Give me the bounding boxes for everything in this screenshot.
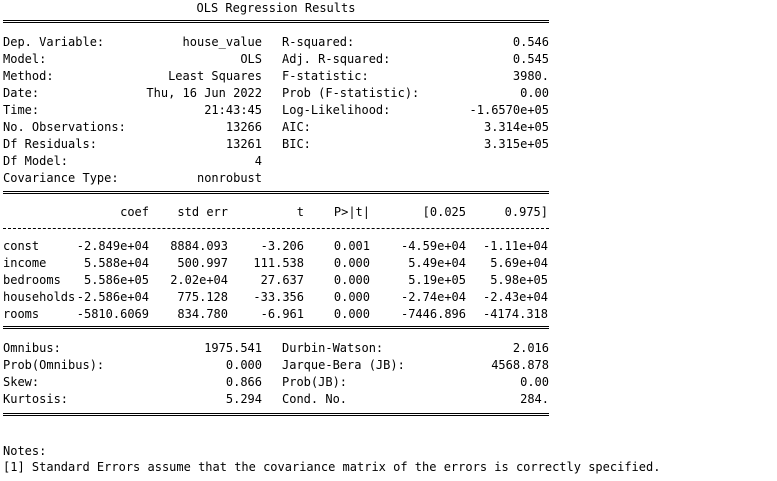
stat-label: BIC:: [282, 137, 311, 151]
cell-std-err: 834.780: [177, 307, 228, 321]
stat-label: Skew:: [3, 375, 40, 389]
cell-std-err: 775.128: [177, 290, 228, 304]
stat-label: No. Observations:: [3, 120, 126, 134]
cell-p: 0.000: [333, 273, 370, 287]
stat-value: -1.6570e+05: [469, 103, 549, 117]
stat-label: Durbin-Watson:: [282, 341, 384, 355]
variable-name: rooms: [3, 307, 40, 321]
cell-lo: 5.49e+04: [408, 256, 466, 270]
stat-value: 4: [254, 154, 262, 168]
cell-coef: 5.588e+04: [83, 256, 149, 270]
cell-p: 0.000: [333, 307, 370, 321]
cell-coef: -2.586e+04: [76, 290, 149, 304]
stat-label: Omnibus:: [3, 341, 61, 355]
stat-value: 0.00: [520, 86, 549, 100]
stat-value: 1975.541: [204, 341, 262, 355]
cell-t: 111.538: [253, 256, 304, 270]
notes-heading: Notes:: [3, 444, 47, 458]
header-p: P>|t|: [333, 205, 370, 219]
cell-lo: -2.74e+04: [400, 290, 466, 304]
stat-label: Prob(JB):: [282, 375, 348, 389]
cell-hi: -4174.318: [482, 307, 548, 321]
stat-value: 3.314e+05: [483, 120, 549, 134]
stat-label: Df Residuals:: [3, 137, 97, 151]
cell-coef: -2.849e+04: [76, 239, 149, 253]
stat-label: Dep. Variable:: [3, 35, 105, 49]
stat-label: Adj. R-squared:: [282, 52, 391, 66]
stat-value: 0.545: [512, 52, 549, 66]
variable-name: const: [3, 239, 40, 253]
stat-label: Prob(Omnibus):: [3, 358, 105, 372]
header-ci-low: [0.025: [422, 205, 466, 219]
header-ci-high: 0.975]: [504, 205, 548, 219]
cell-p: 0.000: [333, 290, 370, 304]
cell-lo: -7446.896: [400, 307, 466, 321]
stat-label: Covariance Type:: [3, 171, 119, 185]
double-rule: [3, 20, 549, 23]
stat-label: Jarque-Bera (JB):: [282, 358, 405, 372]
double-rule: [3, 191, 549, 194]
cell-std-err: 2.02e+04: [170, 273, 228, 287]
stat-value: 0.866: [225, 375, 262, 389]
cell-t: 27.637: [260, 273, 304, 287]
cell-hi: -2.43e+04: [482, 290, 548, 304]
stat-value: 0.546: [512, 35, 549, 49]
stat-value: OLS: [240, 52, 262, 66]
stat-value: 0.00: [520, 375, 549, 389]
stat-label: Model:: [3, 52, 47, 66]
cell-coef: 5.586e+05: [83, 273, 149, 287]
stat-value: house_value: [182, 35, 262, 49]
stat-label: Time:: [3, 103, 40, 117]
stat-value: 3980.: [512, 69, 549, 83]
cell-p: 0.000: [333, 256, 370, 270]
stat-value: 0.000: [225, 358, 262, 372]
cell-std-err: 8884.093: [170, 239, 228, 253]
header-coef: coef: [120, 205, 149, 219]
stat-value: nonrobust: [196, 171, 262, 185]
stat-label: R-squared:: [282, 35, 355, 49]
stat-value: 2.016: [512, 341, 549, 355]
stat-value: 13261: [225, 137, 262, 151]
stat-label: Prob (F-statistic):: [282, 86, 420, 100]
stat-label: Cond. No.: [282, 392, 348, 406]
stat-label: Method:: [3, 69, 54, 83]
cell-t: -3.206: [260, 239, 304, 253]
stat-value: Thu, 16 Jun 2022: [146, 86, 262, 100]
stat-label: F-statistic:: [282, 69, 369, 83]
header-std-err: std err: [177, 205, 228, 219]
stat-value: 4568.878: [491, 358, 549, 372]
stat-label: Df Model:: [3, 154, 69, 168]
cell-hi: 5.69e+04: [490, 256, 548, 270]
header-t: t: [296, 205, 304, 219]
stat-value: 284.: [520, 392, 549, 406]
cell-hi: -1.11e+04: [482, 239, 548, 253]
variable-name: households: [3, 290, 76, 304]
variable-name: bedrooms: [3, 273, 61, 287]
stat-value: 3.315e+05: [483, 137, 549, 151]
note-line: [1] Standard Errors assume that the covariance matrix of the errors is correctly specified.: [3, 460, 661, 474]
stat-label: AIC:: [282, 120, 311, 134]
stat-value: Least Squares: [168, 69, 262, 83]
stat-value: 5.294: [225, 392, 262, 406]
cell-t: -6.961: [260, 307, 304, 321]
cell-p: 0.001: [333, 239, 370, 253]
cell-std-err: 500.997: [177, 256, 228, 270]
variable-name: income: [3, 256, 47, 270]
results-title: OLS Regression Results: [196, 1, 356, 15]
double-rule: [3, 326, 549, 329]
double-rule: [3, 413, 549, 416]
stat-label: Kurtosis:: [3, 392, 69, 406]
cell-lo: 5.19e+05: [408, 273, 466, 287]
stat-value: 13266: [225, 120, 262, 134]
cell-hi: 5.98e+05: [490, 273, 548, 287]
dashed-rule: [3, 228, 549, 229]
stat-label: Date:: [3, 86, 40, 100]
stat-value: 21:43:45: [204, 103, 262, 117]
cell-coef: -5810.6069: [76, 307, 149, 321]
cell-lo: -4.59e+04: [400, 239, 466, 253]
stat-label: Log-Likelihood:: [282, 103, 391, 117]
cell-t: -33.356: [253, 290, 304, 304]
